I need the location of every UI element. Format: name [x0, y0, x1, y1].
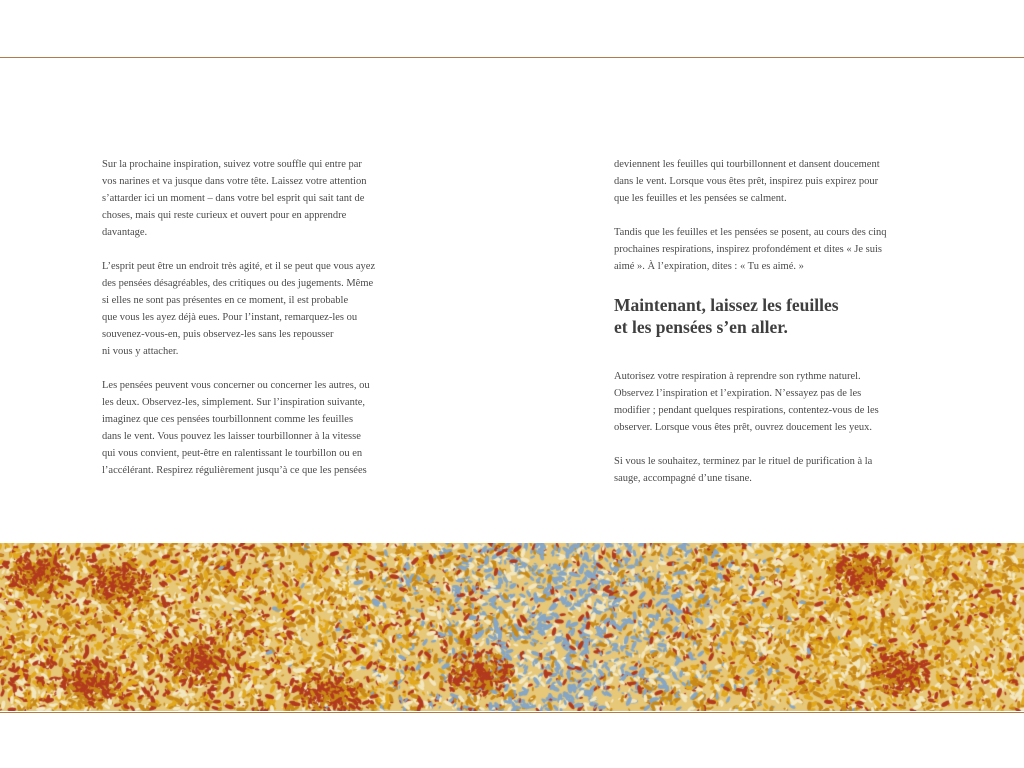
bottom-rule [0, 712, 1024, 713]
text-line: qui vous convient, peut-être en ralentissant le tourbillon ou en [102, 448, 363, 459]
text-line: imaginez que ces pensées tourbillonnent comme les feuilles [102, 414, 354, 425]
text-line: si elles ne sont pas présentes en ce moment, il est probable [102, 295, 349, 306]
section-heading [614, 292, 934, 338]
text-line: aimé ». À l’expiration, dites : « Tu es aimé. » [614, 261, 804, 272]
text-line: L’esprit peut être un endroit très agité, et il se peut que vous ayez [102, 261, 376, 272]
text-line: ni vous y attacher. [102, 346, 179, 357]
paragraph [614, 156, 934, 207]
heading-line: et les pensées s’en aller. [614, 317, 788, 337]
paragraph [614, 368, 934, 436]
paragraph [102, 258, 422, 360]
text-line: Les pensées peuvent vous concerner ou concerner les autres, ou [102, 380, 370, 391]
text-line: souvenez-vous-en, puis observez-les sans les repousser [102, 329, 334, 340]
autumn-leaves-illustration [0, 543, 1024, 711]
text-line: des pensées désagréables, des critiques ou des jugements. Même [102, 278, 374, 289]
text-line: dans le vent. Vous pouvez les laisser tourbillonner à la vitesse [102, 431, 361, 442]
heading-line: Maintenant, laissez les feuilles [614, 295, 839, 315]
text-line: l’accélérant. Respirez régulièrement jusqu’à ce que les pensées [102, 465, 367, 476]
text-line: deviennent les feuilles qui tourbillonnent et dansent doucement [614, 159, 880, 170]
paragraph [102, 377, 422, 479]
text-line: les deux. Observez-les, simplement. Sur l’inspiration suivante, [102, 397, 366, 408]
text-line: observer. Lorsque vous êtes prêt, ouvrez doucement les yeux. [614, 422, 873, 433]
text-line: choses, mais qui reste curieux et ouvert pour en apprendre [102, 210, 347, 221]
text-line: que vous les ayez déjà eues. Pour l’instant, remarquez-les ou [102, 312, 358, 323]
paragraph [614, 453, 934, 487]
paragraph [102, 156, 422, 241]
text-line: Si vous le souhaitez, terminez par le rituel de purification à la [614, 456, 873, 467]
text-line: Tandis que les feuilles et les pensées se posent, au cours des cinq [614, 227, 887, 238]
text-line: prochaines respirations, inspirez profondément et dites « Je suis [614, 244, 882, 255]
right-text-column [614, 156, 934, 504]
text-line: dans le vent. Lorsque vous êtes prêt, inspirez puis expirez pour [614, 176, 879, 187]
text-line: que les feuilles et les pensées se calment. [614, 193, 787, 204]
left-text-column [102, 156, 422, 496]
text-line: Sur la prochaine inspiration, suivez votre souffle qui entre par [102, 159, 362, 170]
text-line: Autorisez votre respiration à reprendre son rythme naturel. [614, 371, 861, 382]
text-line: modifier ; pendant quelques respirations, contentez-vous de les [614, 405, 879, 416]
top-rule [0, 57, 1024, 58]
text-line: vos narines et va jusque dans votre tête. Laissez votre attention [102, 176, 367, 187]
text-line: Observez l’inspiration et l’expiration. N’essayez pas de les [614, 388, 862, 399]
paragraph [614, 224, 934, 275]
text-line: s’attarder ici un moment – dans votre bel esprit qui sait tant de [102, 193, 365, 204]
text-line: davantage. [102, 227, 148, 238]
text-line: sauge, accompagné d’une tisane. [614, 473, 752, 484]
